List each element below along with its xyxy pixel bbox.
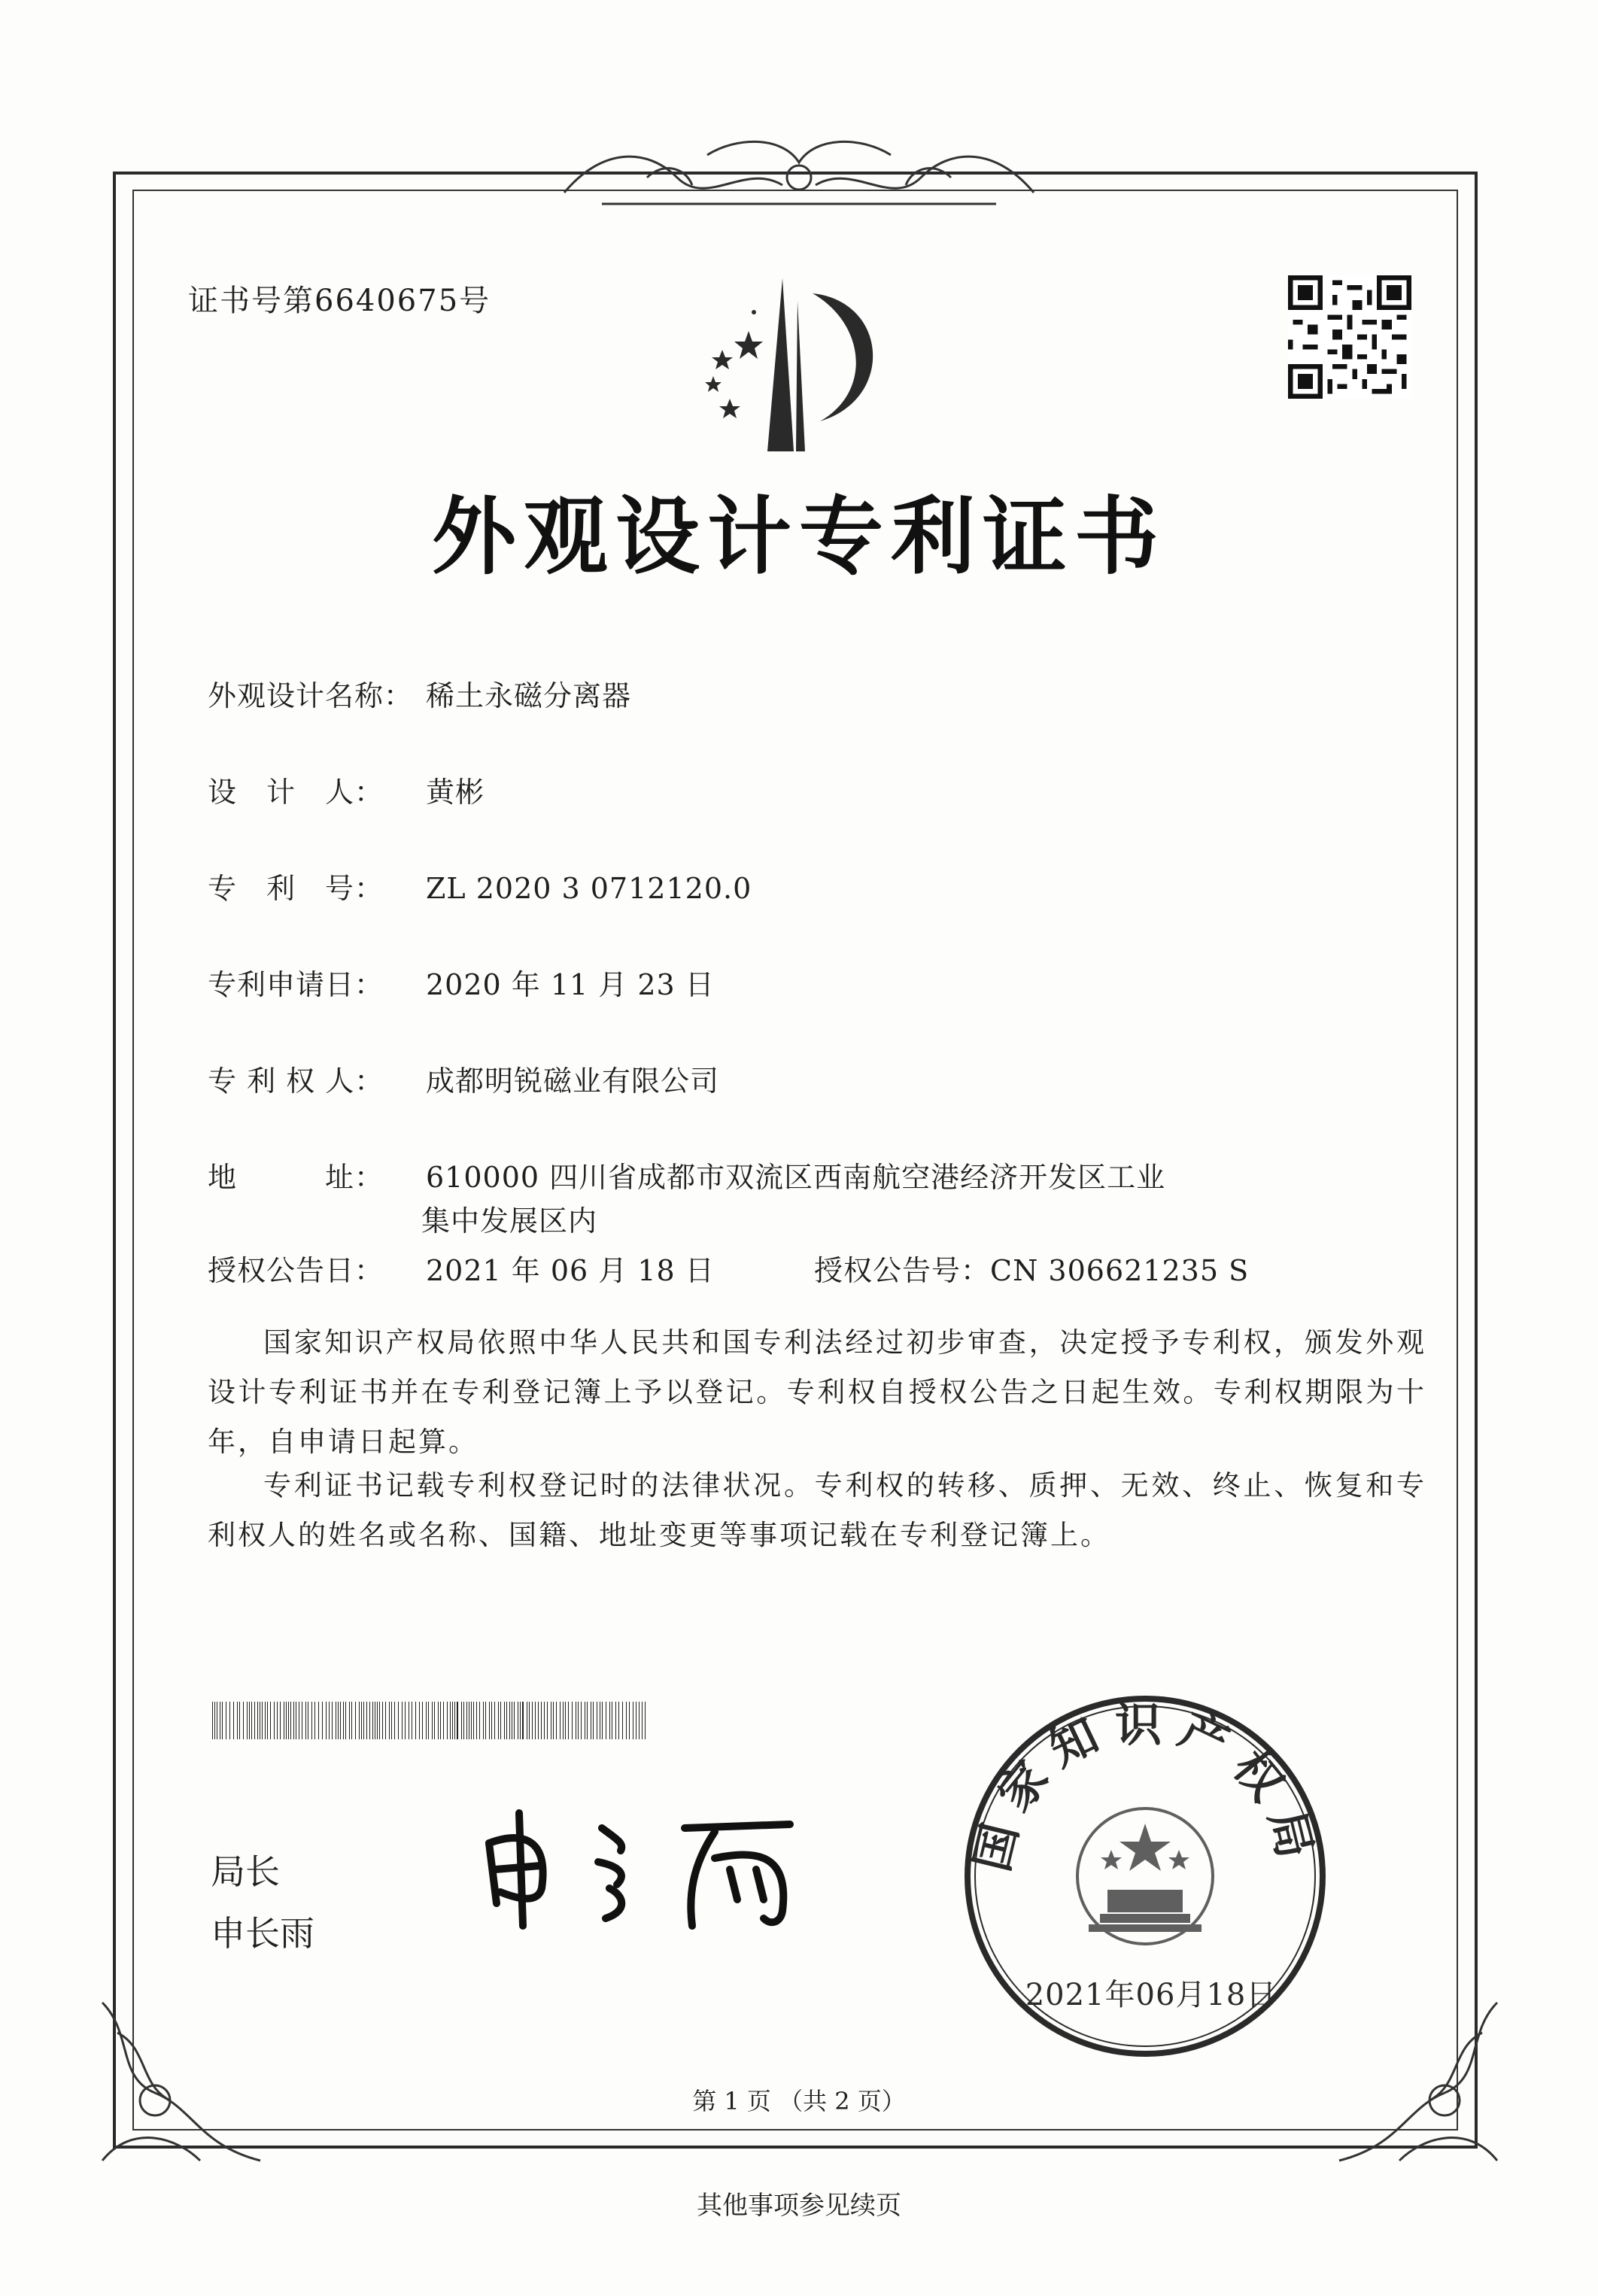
legal-status-paragraph: 专利证书记载专利权登记时的法律状况。专利权的转移、质押、无效、终止、恢复和专利权人的姓名或名称、国籍、地址变更等事项记载在专利登记簿上。 xyxy=(208,1469,1426,1551)
patent-number-field xyxy=(208,865,752,907)
page-indicator: 第 1 页 （共 2 页） xyxy=(692,2087,906,2115)
director-signature xyxy=(466,1798,828,1933)
designer-field xyxy=(208,769,485,810)
field-value: 稀土永磁分离器 xyxy=(426,679,632,712)
field-label: 专利申请日： xyxy=(208,968,384,1001)
grant-number-field xyxy=(814,1247,1249,1289)
address-line-2: 集中发展区内 xyxy=(421,1204,598,1238)
certificate-title: 外观设计专利证书 xyxy=(432,488,1166,586)
seal-text: 国家知识产权局 xyxy=(964,1697,1326,1877)
seal-date: 2021年06月18日 xyxy=(1025,1978,1277,2012)
field-value: 2021 年 06 月 18 日 xyxy=(426,1254,715,1287)
field-label: 设 计 人： xyxy=(208,776,384,809)
field-label: 专 利 权 人： xyxy=(208,1064,384,1098)
address-field xyxy=(208,1154,1165,1195)
field-value: CN 306621235 S xyxy=(990,1254,1250,1287)
field-value: 2020 年 11 月 23 日 xyxy=(426,968,715,1001)
field-label: 授权公告号： xyxy=(814,1254,991,1287)
application-date-field xyxy=(208,961,715,1003)
field-label: 外观设计名称： xyxy=(208,679,414,712)
barcode-icon xyxy=(212,1702,650,1739)
field-value: 610000 四川省成都市双流区西南航空港经济开发区工业 xyxy=(426,1161,1166,1194)
top-ornament-icon xyxy=(557,132,1041,215)
corner-ornament-icon xyxy=(1324,1988,1512,2176)
field-label: 专 利 号： xyxy=(208,872,384,905)
field-value: 黄彬 xyxy=(426,776,485,809)
director-title: 局长 xyxy=(211,1851,280,1892)
patentee-field xyxy=(208,1058,719,1099)
design-name-field xyxy=(208,673,631,714)
footer-note: 其他事项参见续页 xyxy=(697,2191,901,2221)
grant-date-field xyxy=(208,1247,715,1289)
corner-ornament-icon xyxy=(87,1988,275,2176)
grant-statement-paragraph: 国家知识产权局依照中华人民共和国专利法经过初步审查，决定授予专利权，颁发外观设计专利证书并在专利登记簿上予以登记。专利权自授权公告之日起生效。专利权期限为十年，自申请日起算。 xyxy=(208,1326,1426,1458)
patent-office-emblem-icon xyxy=(670,271,925,459)
field-value: 成都明锐磁业有限公司 xyxy=(426,1064,720,1098)
certificate-number: 证书号第6640675号 xyxy=(188,284,491,318)
director-name: 申长雨 xyxy=(211,1913,314,1954)
field-value: ZL 2020 3 0712120.0 xyxy=(426,872,752,905)
field-label: 授权公告日： xyxy=(208,1254,384,1287)
field-label: 地 址： xyxy=(208,1161,384,1194)
qr-code-icon xyxy=(1288,275,1411,399)
